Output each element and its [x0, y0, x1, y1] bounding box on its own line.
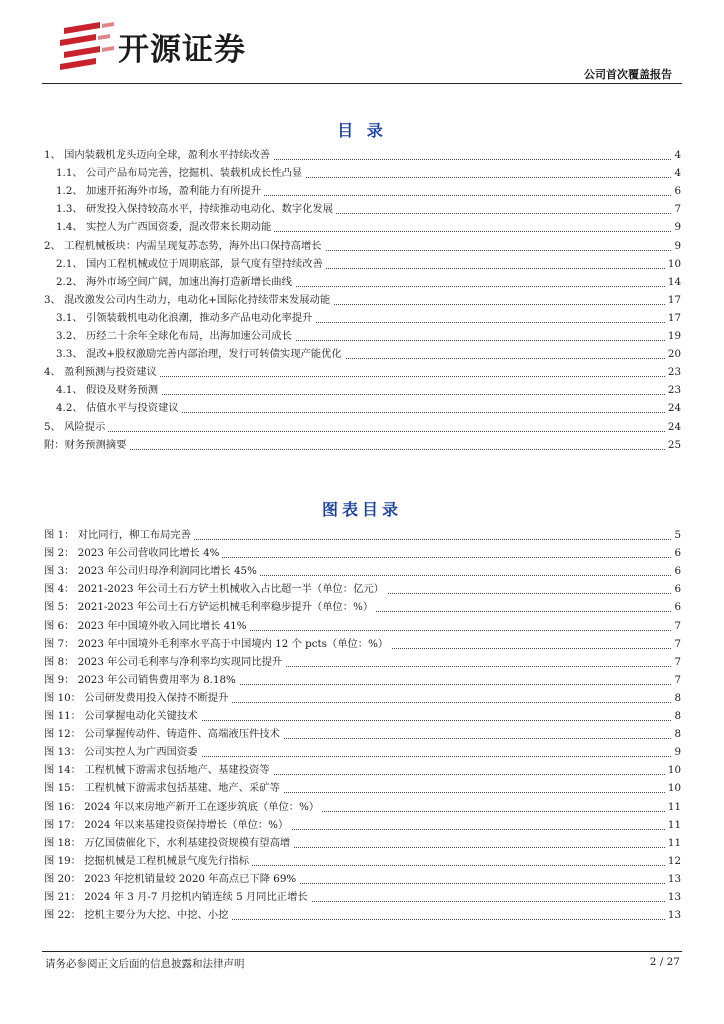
figure-entry[interactable]	[44, 906, 681, 924]
entry-page: 4	[671, 146, 681, 164]
entry-page: 5	[671, 526, 681, 544]
toc-entry[interactable]	[56, 255, 681, 273]
entry-label: 图 18： 万亿国债催化下，水利基建投资规模有望高增	[44, 834, 293, 852]
entry-page: 6	[671, 580, 681, 598]
entry-label: 2.1、 国内工程机械或位于周期底部，景气度有望持续改善	[56, 255, 326, 273]
toc-entry[interactable]	[56, 381, 681, 399]
footer-disclaimer: 请务必参阅正文后面的信息披露和法律声明	[45, 958, 245, 970]
figure-entry[interactable]	[44, 725, 681, 743]
toc-entry[interactable]	[56, 399, 681, 417]
leader-dots	[44, 431, 681, 432]
entry-page: 11	[665, 834, 681, 852]
entry-label: 4.1、 假设及财务预测	[56, 381, 161, 399]
figure-entry[interactable]	[44, 852, 681, 870]
entry-page: 7	[671, 200, 681, 218]
footer-divider	[42, 951, 682, 952]
entry-label: 1.1、 公司产品布局完善，挖掘机、装载机成长性凸显	[56, 164, 305, 182]
entry-label: 4、 盈利预测与投资建议	[44, 363, 160, 381]
entry-page: 11	[665, 798, 681, 816]
entry-label: 3.3、 混改+股权激励完善内部治理，发行可转债实现产能优化	[56, 345, 345, 363]
entry-page: 6	[671, 598, 681, 616]
figure-entry[interactable]	[44, 598, 681, 616]
toc-entry[interactable]	[56, 273, 681, 291]
entry-page: 8	[671, 689, 681, 707]
entry-page: 7	[671, 671, 681, 689]
entry-page: 14	[665, 273, 681, 291]
entry-label: 图 19： 挖掘机械是工程机械景气度先行指标	[44, 852, 252, 870]
toc-entry[interactable]	[56, 200, 681, 218]
entry-page: 6	[671, 182, 681, 200]
entry-page: 24	[665, 399, 681, 417]
figure-entry[interactable]	[44, 779, 681, 797]
entry-label: 图 3： 2023 年公司归母净利润同比增长 45%	[44, 562, 260, 580]
toc-entry[interactable]	[44, 363, 681, 381]
entry-page: 13	[665, 906, 681, 924]
entry-label: 3.1、 引领装载机电动化浪潮，推动多产品电动化率提升	[56, 309, 315, 327]
figure-entry[interactable]	[44, 617, 681, 635]
figure-entry[interactable]	[44, 653, 681, 671]
entry-page: 9	[671, 237, 681, 255]
entry-label: 图 20： 2023 年挖机销量较 2020 年高点已下降 69%	[44, 870, 299, 888]
entry-page: 7	[671, 653, 681, 671]
figure-entry[interactable]	[44, 562, 681, 580]
figure-entry[interactable]	[44, 816, 681, 834]
entry-page: 6	[671, 562, 681, 580]
entry-page: 23	[665, 381, 681, 399]
entry-label: 图 7： 2023 年中国境外毛利率水平高于中国境内 12 个 pcts（单位：%）	[44, 635, 391, 653]
entry-page: 4	[671, 164, 681, 182]
entry-label: 2、 工程机械板块：内需呈现复苏态势，海外出口保持高增长	[44, 237, 325, 255]
entry-label: 附：财务预测摘要	[44, 436, 129, 454]
entry-label: 图 22： 挖机主要分为大挖、中挖、小挖	[44, 906, 231, 924]
figure-entry[interactable]	[44, 798, 681, 816]
figure-entry[interactable]	[44, 526, 681, 544]
entry-label: 5、 风险提示	[44, 418, 108, 436]
page-number: 2 / 27	[649, 956, 680, 968]
entry-label: 1、 国内装载机龙头迈向全球，盈利水平持续改善	[44, 146, 273, 164]
entry-label: 图 2： 2023 年公司营收同比增长 4%	[44, 544, 222, 562]
entry-label: 3、 混改激发公司内生动力，电动化+国际化持续带来发展动能	[44, 291, 333, 309]
entry-label: 1.2、 加速开拓海外市场，盈利能力有所提升	[56, 182, 264, 200]
entry-page: 10	[665, 255, 681, 273]
figure-entry[interactable]	[44, 689, 681, 707]
page-header	[0, 0, 724, 80]
figure-entry[interactable]	[44, 888, 681, 906]
entry-page: 6	[671, 544, 681, 562]
figure-entry[interactable]	[44, 870, 681, 888]
entry-page: 9	[671, 218, 681, 236]
entry-label: 图 15： 工程机械下游需求包括基建、地产、采矿等	[44, 779, 283, 797]
figure-entry[interactable]	[44, 635, 681, 653]
entry-page: 17	[665, 309, 681, 327]
entry-page: 8	[671, 725, 681, 743]
entry-page: 13	[665, 888, 681, 906]
figure-entry[interactable]	[44, 834, 681, 852]
entry-page: 12	[665, 852, 681, 870]
leader-dots	[44, 449, 681, 450]
toc-entry[interactable]	[56, 218, 681, 236]
entry-page: 17	[665, 291, 681, 309]
toc-entry[interactable]	[44, 418, 681, 436]
figure-entry[interactable]	[44, 671, 681, 689]
entry-label: 图 21： 2024 年 3 月-7 月挖机内销连续 5 月同比正增长	[44, 888, 311, 906]
entry-label: 图 8： 2023 年公司毛利率与净利率均实现同比提升	[44, 653, 285, 671]
entry-page: 24	[665, 418, 681, 436]
entry-label: 图 1： 对比同行，柳工布局完善	[44, 526, 194, 544]
entry-label: 3.2、 历经二十余年全球化布局，出海加速公司成长	[56, 327, 295, 345]
toc-entry[interactable]	[44, 291, 681, 309]
entry-label: 图 5： 2021-2023 年公司土石方铲运机械毛利率稳步提升（单位：%）	[44, 598, 376, 616]
entry-label: 4.2、 估值水平与投资建议	[56, 399, 182, 417]
entry-label: 图 16： 2024 年以来房地产新开工在逐步筑底（单位：%）	[44, 798, 322, 816]
entry-label: 图 4： 2021-2023 年公司土石方铲土机械收入占比超一半（单位：亿元）	[44, 580, 387, 598]
brand-name: 开源证券	[118, 32, 246, 68]
figure-entry[interactable]	[44, 743, 681, 761]
entry-label: 图 6： 2023 年中国境外收入同比增长 41%	[44, 617, 250, 635]
figure-entry[interactable]	[44, 761, 681, 779]
toc-entry[interactable]	[44, 146, 681, 164]
entry-page: 23	[665, 363, 681, 381]
entry-page: 25	[665, 436, 681, 454]
entry-page: 10	[665, 779, 681, 797]
entry-label: 图 12： 公司掌握传动件、铸造件、高端液压件技术	[44, 725, 283, 743]
header-divider	[42, 83, 682, 84]
figures-title: 图表目录	[321, 500, 402, 519]
figure-entry[interactable]	[44, 544, 681, 562]
entry-label: 图 11： 公司掌握电动化关键技术	[44, 707, 201, 725]
toc-entry[interactable]	[44, 237, 681, 255]
toc-title: 目 录	[337, 121, 387, 140]
report-type: 公司首次覆盖报告	[584, 68, 672, 81]
entry-page: 7	[671, 617, 681, 635]
figure-entry[interactable]	[44, 580, 681, 598]
entry-page: 13	[665, 870, 681, 888]
entry-page: 9	[671, 743, 681, 761]
figure-entry[interactable]	[44, 707, 681, 725]
toc-entry[interactable]	[56, 309, 681, 327]
entry-label: 2.2、 海外市场空间广阔，加速出海打造新增长曲线	[56, 273, 295, 291]
entry-label: 图 17： 2024 年以来基建投资保持增长（单位：%）	[44, 816, 291, 834]
toc-entry[interactable]	[56, 182, 681, 200]
entry-label: 图 13： 公司实控人为广西国资委	[44, 743, 201, 761]
entry-label: 图 9： 2023 年公司销售费用率为 8.18%	[44, 671, 239, 689]
entry-page: 20	[665, 345, 681, 363]
entry-label: 图 14： 工程机械下游需求包括地产、基建投资等	[44, 761, 273, 779]
toc-entry[interactable]	[56, 164, 681, 182]
entry-page: 8	[671, 707, 681, 725]
entry-label: 图 10： 公司研发费用投入保持不断提升	[44, 689, 231, 707]
toc-entry[interactable]	[56, 327, 681, 345]
entry-page: 19	[665, 327, 681, 345]
entry-page: 10	[665, 761, 681, 779]
toc-entry[interactable]	[56, 345, 681, 363]
entry-label: 1.3、 研发投入保持较高水平，持续推动电动化、数字化发展	[56, 200, 336, 218]
entry-page: 7	[671, 635, 681, 653]
toc-entry[interactable]	[44, 436, 681, 454]
entry-page: 11	[665, 816, 681, 834]
entry-label: 1.4、 实控人为广西国资委，混改带来长期动能	[56, 218, 274, 236]
